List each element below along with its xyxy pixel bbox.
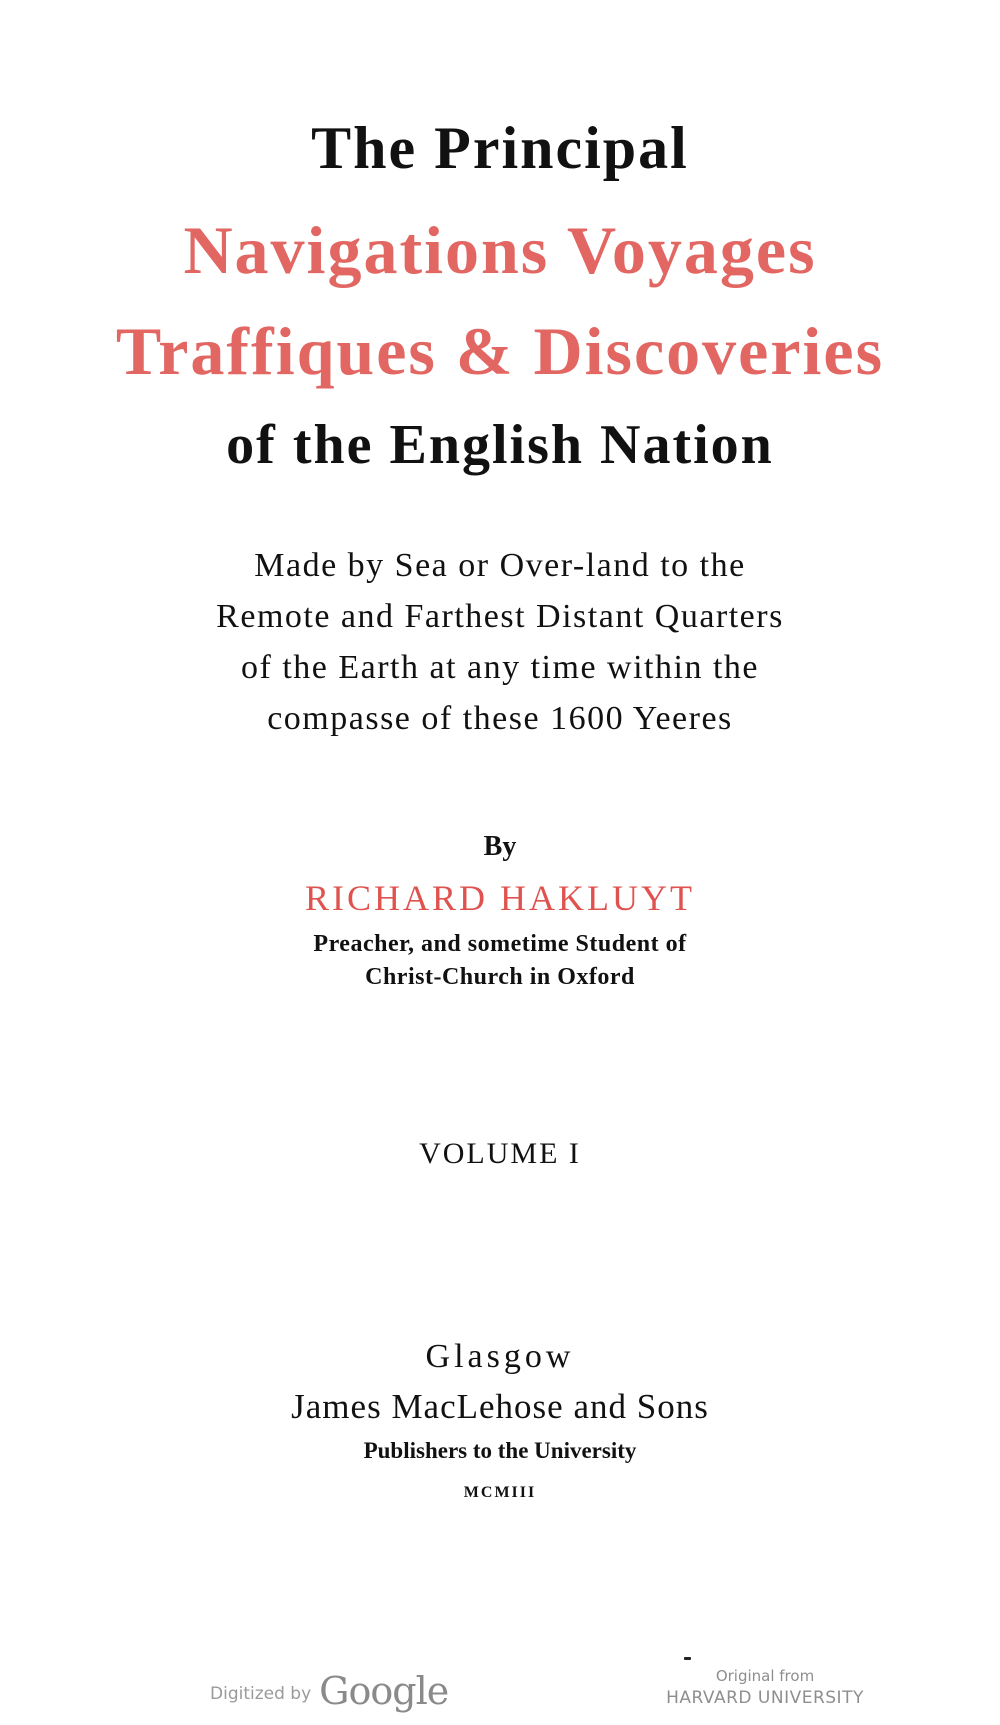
subtitle-line-1: Made by Sea or Over-land to the	[254, 547, 746, 584]
imprint-publisher: James MacLehose and Sons	[291, 1387, 709, 1426]
subtitle-line-2: Remote and Farthest Distant Quarters	[216, 598, 784, 635]
digitized-label: Digitized by	[210, 1684, 312, 1704]
original-from-watermark	[660, 1666, 870, 1710]
author-description-line-1: Preacher, and sometime Student of	[313, 931, 687, 957]
subtitle-line-4: compasse of these 1600 Yeeres	[267, 700, 733, 737]
original-source: HARVARD UNIVERSITY	[666, 1688, 864, 1708]
imprint-publisher-description: Publishers to the University	[363, 1438, 637, 1463]
original-label: Original from	[715, 1667, 815, 1685]
google-logo: Google	[319, 1669, 449, 1713]
by-label: By	[483, 831, 517, 862]
title-line-1: The Principal	[311, 115, 689, 181]
author-name: RICHARD HAKLUYT	[305, 878, 695, 918]
title-line-2: Navigations Voyages	[183, 212, 817, 288]
imprint-year: MCMIII	[463, 1484, 537, 1501]
author-description-line-2: Christ-Church in Oxford	[365, 964, 635, 990]
volume-label: VOLUME I	[419, 1137, 581, 1170]
digitized-by-watermark	[210, 1664, 448, 1714]
ink-speck	[684, 1657, 691, 1660]
subtitle-line-3: of the Earth at any time within the	[241, 649, 759, 686]
imprint-place: Glasgow	[425, 1338, 575, 1375]
title-line-3: Traffiques & Discoveries	[115, 313, 885, 389]
title-line-4: of the English Nation	[226, 414, 774, 476]
